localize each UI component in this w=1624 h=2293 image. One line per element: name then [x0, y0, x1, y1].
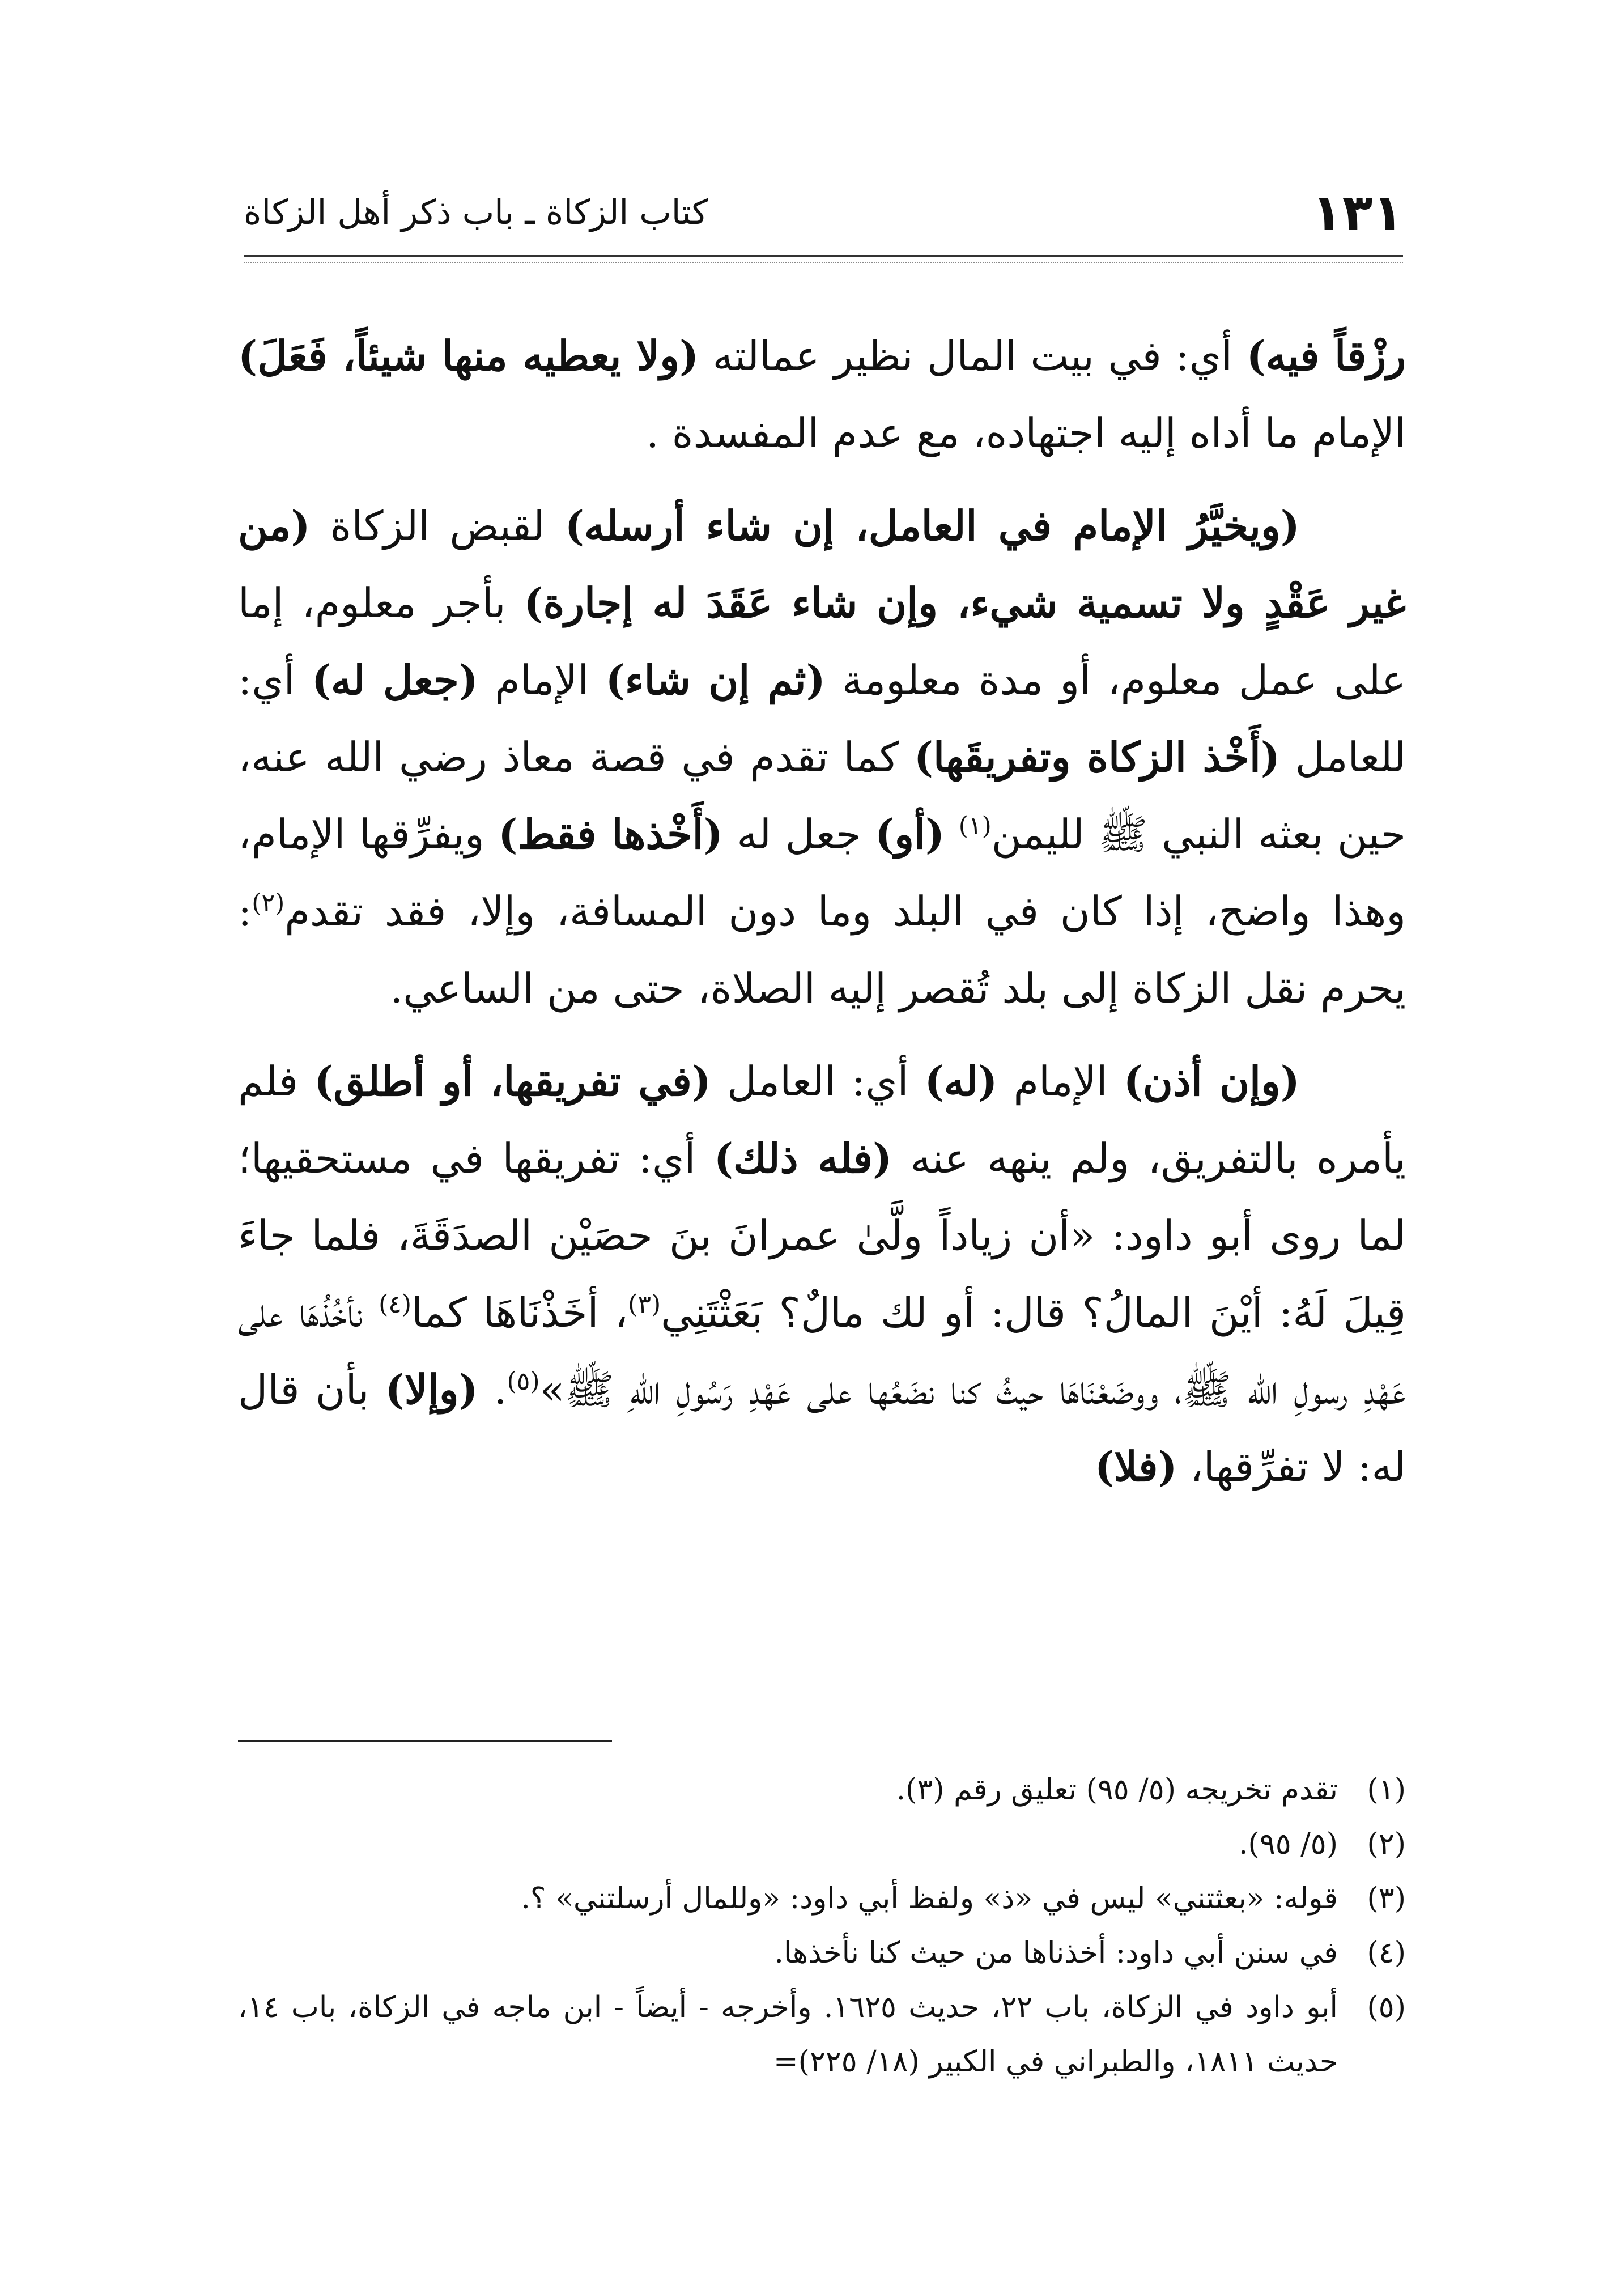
footnote-number: (٥)	[1367, 1990, 1406, 2024]
footnote-ref: (٣)	[628, 1290, 661, 1319]
header-rule-dotted	[244, 262, 1403, 263]
running-title: كتاب الزكاة ـ باب ذكر أهل الزكاة	[244, 193, 708, 232]
sharh-text: ويفرِّقها الإمام، وهذا واضح، إذا كان في البلد وما دون المسافة، وإلا، فقد تقدم	[238, 810, 1406, 935]
sharh-text: .	[478, 1366, 507, 1413]
footnote-ref: (١)	[958, 812, 992, 840]
sharh-text: بأجر معلوم، إما على عمل معلوم، أو مدة معلومة	[238, 579, 1406, 704]
footnote	[238, 1980, 1406, 2089]
paragraph-3	[238, 1043, 1406, 1505]
main-text	[238, 317, 1406, 1521]
footnote-text: تقدم تخريجه (٥/ ٩٥) تعليق رقم (٣).	[896, 1773, 1338, 1807]
matn-text: (في تفريقها، أو أطلق)	[314, 1057, 711, 1105]
footnote-text: (٥/ ٩٥).	[1239, 1827, 1338, 1861]
sharh-text: فلم يأمره بالتفريق، ولم ينهه عنه	[238, 1058, 1406, 1182]
footnote-text: في سنن أبي داود: أخذناها من حيث كنا نأخذها.	[774, 1936, 1338, 1970]
footnote	[238, 1926, 1406, 1980]
footnote-number: (٢)	[1367, 1827, 1406, 1861]
matn-text: (أو)	[875, 810, 945, 858]
sharh-text	[945, 810, 959, 858]
footnote-text: قوله: «بعثتني» ليس في «ذ» ولفظ أبي داود: «وللمال أرسلتني» ؟.	[521, 1882, 1338, 1916]
footnote	[238, 1871, 1406, 1926]
sharh-text: أي: العامل	[711, 1058, 925, 1105]
sharh-text: نأخُذُهَا على عَهْدِ رسولِ الله ﷺ، ووضَعْنَاهَا حيثُ كنا نضَعُها على عَهْدِ رَسُولِ اللهِ ﷺ»	[238, 1289, 1406, 1413]
paragraph-2	[238, 487, 1406, 1027]
sharh-text: الإمام ما أداه إليه اجتهاده، مع عدم المفسدة .	[645, 409, 1406, 457]
sharh-text: أي: تفريقها في مستحقيها؛ لما روى أبو داود: «أن زياداً ولَّىٰ عمرانَ بنَ حصَيْن الصدَقَةَ، فلما جاءَ قِيلَ لَهُ: أيْنَ المالُ؟ قال: أو لك مالٌ؟ بَعَثْتَنِي	[238, 1135, 1406, 1336]
paragraph-1	[238, 317, 1406, 472]
footnote-separator	[238, 1740, 612, 1742]
footnote-ref: (٥)	[507, 1367, 540, 1396]
footnote-text: أبو داود في الزكاة، باب ٢٢، حديث ١٦٢٥. وأخرجه - أيضاً - ابن ماجه في الزكاة، باب ١٤، حديث ١٨١١، والطبراني في الكبير (١٨/ ٢٢٥)=	[238, 1990, 1338, 2079]
matn-text: (ويخيَّرُ الإمام في العامل، إن شاء أرسله)	[564, 502, 1300, 550]
footnote-ref: (٢)	[252, 889, 285, 918]
matn-text: (ثم إن شاء)	[605, 656, 826, 704]
header-rule	[244, 255, 1403, 257]
footnote-ref: (٤)	[379, 1290, 412, 1319]
sharh-text: أي: للعامل	[238, 656, 1406, 781]
sharh-text: أي: في بيت المال نظير عمالته	[699, 332, 1247, 380]
matn-text: (أَخْذها فقط)	[498, 810, 723, 858]
matn-text: رزْقاً فيه)	[1246, 332, 1406, 380]
footnote-number: (٤)	[1367, 1936, 1406, 1970]
sharh-text: الإمام	[997, 1058, 1124, 1105]
sharh-text: : يحرم نقل الزكاة إلى بلد تُقصر إليه الصلاة، حتى من الساعي.	[238, 888, 1406, 1012]
matn-text: (وإن أذن)	[1123, 1057, 1300, 1105]
sharh-text: ، أخَذْنَاهَا كما	[411, 1289, 628, 1336]
sharh-text: الإمام	[478, 656, 606, 704]
matn-text: (من غير عَقْدٍ ولا تسمية شيء، وإن شاء عَقَدَ له إجارة)	[238, 502, 1406, 627]
sharh-text: لقبض الزكاة	[310, 502, 565, 550]
sharh-text: بأن قال له: لا تفرِّقها،	[238, 1366, 1406, 1491]
matn-text: (وإلا)	[385, 1365, 478, 1413]
footnote-number: (٣)	[1367, 1882, 1406, 1916]
matn-text: (فلا)	[1094, 1442, 1177, 1491]
matn-text: (جعل له)	[311, 656, 478, 704]
footnote	[238, 1763, 1406, 1817]
matn-text: (أَخْذ الزكاة وتفريقَها)	[913, 733, 1280, 781]
matn-text: (فله ذلك)	[713, 1134, 892, 1182]
sharh-text: جعل له	[722, 810, 875, 858]
page-number: ١٣١	[1311, 183, 1403, 241]
matn-text: (له)	[924, 1057, 998, 1105]
matn-text: (ولا يعطيه منها شيئاً، فَعَلَ)	[238, 332, 699, 380]
sharh-text: كما تقدم في قصة معاذ رضي الله عنه، حين بعثه النبي ﷺ لليمن	[238, 733, 1406, 858]
footnotes	[238, 1763, 1406, 2089]
footnote	[238, 1817, 1406, 1871]
page-header	[244, 181, 1403, 244]
footnote-number: (١)	[1367, 1773, 1406, 1807]
